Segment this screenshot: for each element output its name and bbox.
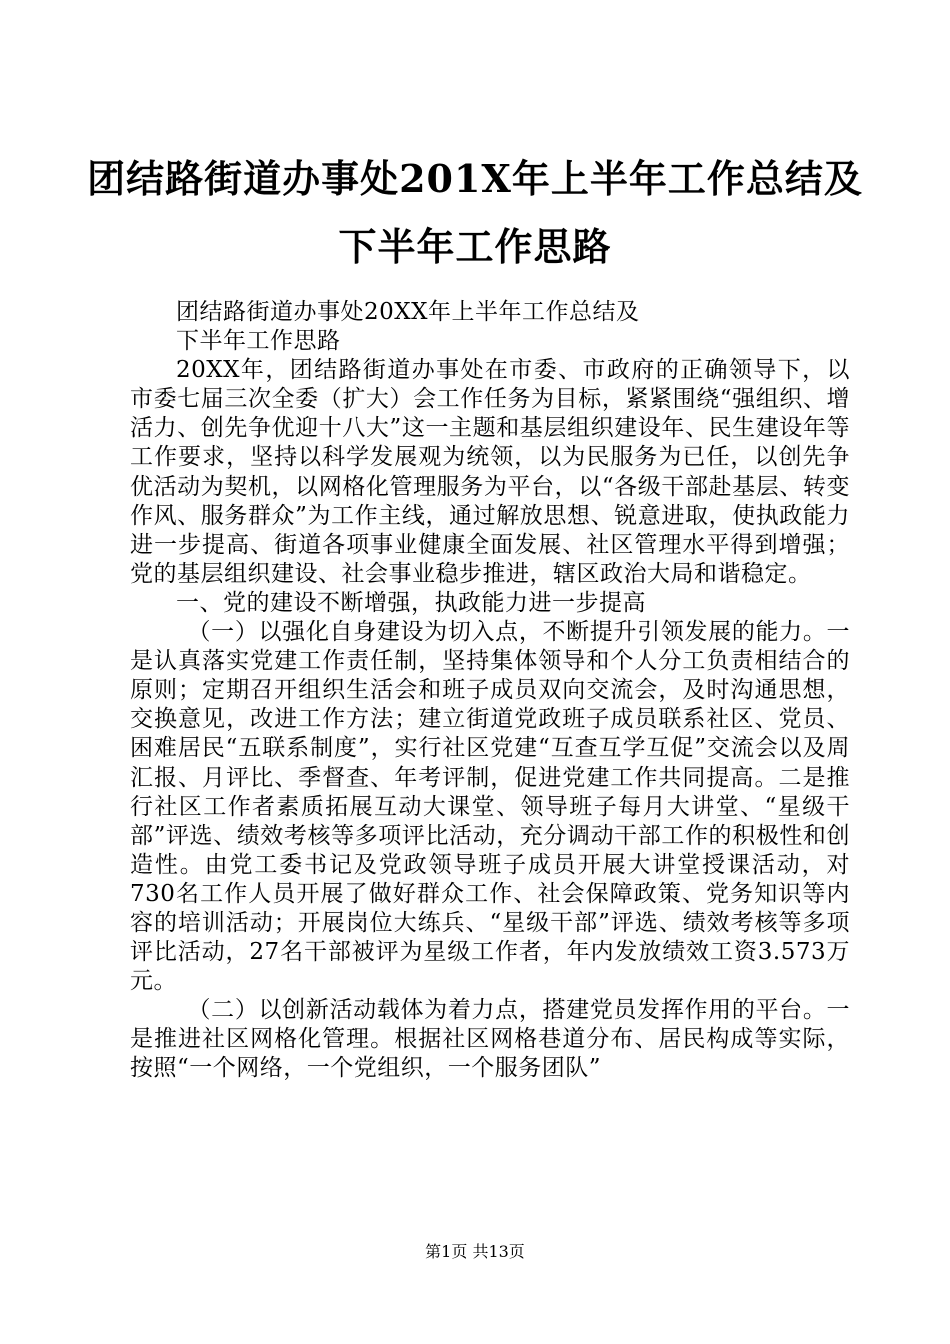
- section-heading: 一、党的建设不断增强，执政能力进一步提高: [176, 589, 646, 616]
- body-paragraph: （一）以强化自身建设为切入点，不断提升引领发展的能力。一是认真落实党建工作责任制，坚持集体领导和个人分工负责相结合的原则；定期召开组织生活会和班子成员双向交流会，及时沟通思想，交换意见，改进工作方法；建立街道党政班子成员联系社区、党员、困难居民“五联系制度”，实行社区党建“互查互学互促”交流会以及周汇报、月评比、季督查、年考评制，促进党建工作共同提高。二是推行社区工作者素质拓展互动大课堂、领导班子每月大讲堂、“星级干部”评选、绩效考核等多项评比活动，充分调动干部工作的积极性和创造性。由党工委书记及党政领导班子成员开展大讲堂授课活动，对730名工作人员开展了做好群众工作、社会保障政策、党务知识等内容的培训活动；开展岗位大练兵、“星级干部”评选、绩效考核等多项评比活动，27名干部被评为星级工作者，年内发放绩效工资3.573万元。: [130, 619, 850, 995]
- subtitle-line-1: 团结路街道办事处20XX年上半年工作总结及: [176, 299, 640, 325]
- subtitle-line-2: 下半年工作思路: [176, 328, 341, 355]
- intro-paragraph: 20XX年，团结路街道办事处在市委、市政府的正确领导下，以市委七届三次全委（扩大）会工作任务为目标，紧紧围绕“强组织、增活力、创先争优迎十八大”这一主题和基层组织建设年、民生建设年等工作要求，坚持以科学发展观为统领，以为民服务为已任，以创先争优活动为契机，以网格化管理服务为平台，以“各级干部赴基层、转变作风、服务群众”为工作主线，通过解放思想、锐意进取，使执政能力进一步提高、街道各项事业健康全面发展、社区管理水平得到增强；党的基层组织建设、社会事业稳步推进，辖区政治大局和谐稳定。: [130, 357, 850, 587]
- page-number: 第1页 共13页: [425, 1242, 525, 1261]
- page-footer: [0, 1244, 950, 1260]
- document-body: [130, 298, 850, 1084]
- body-paragraph: （二）以创新活动载体为着力点，搭建党员发挥作用的平台。一是推进社区网格化管理。根据社区网格巷道分布、居民构成等实际，按照“一个网络，一个党组织，一个服务团队”: [130, 997, 850, 1082]
- document-title-line-1: 团结路街道办事处201X年上半年工作总结及: [87, 156, 863, 201]
- document-title-line-2: 下半年工作思路: [338, 224, 612, 269]
